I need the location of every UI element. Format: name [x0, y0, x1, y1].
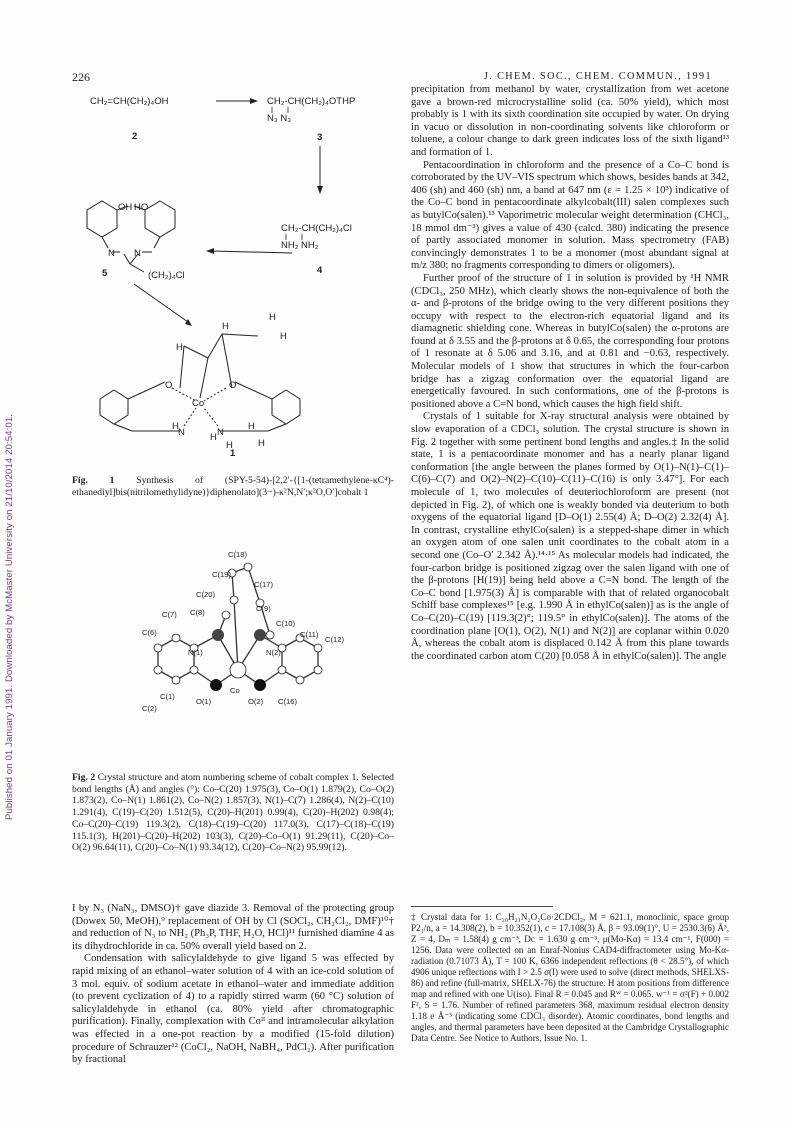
arrow-4-to-5 [212, 251, 292, 253]
atom-label: C(17) [254, 580, 273, 589]
compound-3-azides: N₃ N₃ [267, 113, 292, 124]
compound-3-formula: CH₂-CH(CH₂)₄OTHP [267, 96, 356, 107]
hydroxyl-left: OH [118, 202, 133, 213]
body-paragraph: precipitation from methanol by water, crystallization from wet acetone gave a brown-red microcrystalline solid (ca. 50% yield), which most probably is 1 with its sixth coordination site occupied by water. On drying in vacuo or dissolution in non-coordinating solvents like chloroform or toluene, a colour change to dark green indicates loss of the sixth ligand¹³ and formation of 1. [411, 84, 729, 158]
atom-label: C(9) [256, 604, 271, 613]
chloroalkyl-chain: (CH₂)₄Cl [148, 270, 185, 281]
synthesis-scheme [72, 88, 402, 458]
hydrogen-label: H [172, 421, 179, 432]
fig2-caption [72, 772, 394, 854]
cobalt-atom-sphere [230, 662, 246, 678]
compound-5-label: 5 [102, 268, 108, 279]
atom-label: N(2) [266, 648, 281, 657]
complex-1-structure [100, 334, 300, 431]
atom-label: O(2) [248, 697, 264, 706]
atom-label: C(11) [300, 630, 319, 639]
fig1-caption-text: Synthesis of (SPY-5-54)-[2,2′-{[1-(tetramethylene-κC⁴)-ethanediyl]bis(nitrilomethylidyne)}diphenolato](3−)-κ²N,N′;κ²O,O′]cobalt 1 [72, 475, 395, 498]
compound-1-label: 1 [230, 448, 236, 458]
oxygen-2-sphere [254, 679, 266, 691]
atom-label: N(1) [188, 648, 203, 657]
body-paragraph: Pentacoordination in chloroform and the presence of a Co–C bond is corroborated by the UV–VIS spectrum which shows, besides bands at 342, 406 (sh) and 460 (sh) nm, a band at 647 nm (ε = 1.25 × 10³) indicative of the Co–C bond in pentacoordinate alkylcobalt(III) salen complexes such as butylCo(salen).¹³ Vaporimetric molecular weight determination (CHCl₃, 18 mmol dm⁻³) gives a value of 430 (calcd. 380) indicating the presence of partly associated monomer in solution. Mass spectrometry (FAB) convincingly demonstrates 1 to be a monomer (most abundant signal at m/z 380; no fragments corresponding to dimers or oligomers). [411, 159, 729, 272]
atom-label: C(8) [190, 608, 205, 617]
hydrogen-label: H [258, 438, 265, 449]
body-paragraph: Crystals of 1 suitable for X-ray structural analysis were obtained by slow evaporation of a CDCl₃ solution. The crystal structure is shown in Fig. 2 together with some pertinent bond lengths and angles.‡ In the solid state, 1 is a pentacoordinate monomer and has a nearly planar ligand conformation [the angle between the planes formed by O(1)–N(1)–C(1)–C(6)–C(7) and O(2)–N(2)–C(10)–C(11)–C(16) is only 3.47°]. For each molecule of 1, two molecules of deuteriochloroform are present (not depicted in Fig. 2), of which one is weakly bonded via deuterium to both oxygens of the equatorial ligand [D–O(1) 2.55(4) Å; D–O(2) 2.32(4) Å]. In contrast, crystalline ethylCo(salen) is a stepped-shape dimer in which an oxygen atom of one salen unit coordinates to the cobalt atom in a second one (Co–O′ 2.342 Å).¹⁴·¹⁵ As molecular models had indicated, the four-carbon bridge is positioned zigzag over the salen ligand with one of the β-protons [H(19)] being held above a C=N bond. The length of the Co–C bond [1.975(3) Å] is comparable with that of related organocobalt Schiff base complexes¹⁵ [e.g. 1.990 Å in ethylCo(salen)] as is the angle of Co–C(20)–C(19) [119.3(2)°; 119.5° in ethylCo(salen)]. The atoms of the coordination plane [O(1), O(2), N(1) and N(2)] are coplanar within 0.020 Å, whereas the cobalt atom is displaced 0.142 Å from this plane towards the coordinated carbon atom C(20) [0.058 Å in ethylCo(salen)]. The angle [411, 411, 729, 662]
compound-4-amines: NH₂ NH₂ [281, 240, 319, 251]
atom-label: C(6) [142, 628, 157, 637]
compound-4-label: 4 [317, 265, 323, 276]
compound-3-label: 3 [317, 132, 323, 143]
hydrogen-label: H [280, 331, 287, 342]
crystal-data-footnote: ‡ Crystal data for 1: C₂₀H₂₁N₂O₂Co·2CDCl₃, M = 621.1, monoclinic, space group P2₁/n, a = 14.308(2), b = 10.352(1), c = 17.108(3) Å, β = 93.09(1)°, U = 2530.3(6) Å³, Z = 4, Dₘ = 1.58(4) g cm⁻³, Dᴄ = 1.630 g cm⁻³, μ(Mo-Kα) = 13.4 cm⁻¹, F(000) = 1256. Data were collected on an Enraf-Nonius CAD4-diffractometer using Mo-Kα-radiation (0.71073 Å), T = 100 K, 6366 independent reflections (θ < 28.5°), of which 4906 unique reflections with I > 2.5 σ(I) were used to solve (direct methods, SHELXS-86) and refine (full-matrix, SHELX-76) the structure. H atom positions from difference map and refined with one U(iso). Final R = 0.045 and Rᵂ = 0.065. w⁻¹ = σ²(F) + 0.002 F², S = 1.76. Number of refined parameters 368, maximum residual electron density 1.18 e Å⁻³ (indicating some CDCl₃ disorder). Atomic coordinates, bond lengths and angles, and thermal parameters have been deposited at the Cambridge Crystallographic Data Centre. See Notice to Authors, Issue No. 1. [411, 912, 729, 1043]
hydrogen-label: H [269, 312, 276, 323]
compound-2-label: 2 [132, 131, 138, 142]
imine-n-right: N [134, 248, 141, 259]
body-paragraph: Condensation with salicylaldehyde to give ligand 5 was effected by rapid mixing of an ethanol–water solution of 4 with an ice-cold solution of 3 mol. equiv. of sodium acetate in ethanol–water and immediate addition (to prevent cyclization of 4) to a rapidly stirred warm (60 °C) solution of salicylaldehyde in ethanol (ca. 80% yield after chromatographic purification). Finally, complexation with Coᴵᴵ and intramolecular alkylation was effected in a one-pot reaction by a modified (15-fold dilution) procedure of Schrauzer¹² (CoCl₂, NaOH, NaBH₄, PdCl₂). After purification by fractional [72, 953, 394, 1066]
hydroxyl-right: HO [134, 202, 149, 213]
atom-label: C(2) [142, 704, 157, 713]
oxygen-1-sphere [210, 679, 222, 691]
body-paragraph: Further proof of the structure of 1 in solution is provided by ¹H NMR (CDCl₃, 250 MHz), which clearly shows the non-equivalence of both the α- and β-protons of the bridge owing to the very different positions they occupy with respect to the electron-rich equatorial ligand and its diamagnetic shielding cone. Whereas in butylCo(salen) the α-protons are found at δ 3.55 and the β-protons at δ 0.65, the corresponding four protons of 1 resonate at δ 5.06 and 3.16, and at 0.81 and −0.63, respectively. Molecular models of 1 show that structures in which the four-carbon bridge has a zigzag conformation over the equatorial ligand are energetically favoured. In such conformations, one of the β-protons is positioned above a C=N bond, which causes the high field shift. [411, 272, 729, 410]
crystal-structure-figure [120, 545, 370, 770]
imine-n-left: N [108, 248, 115, 259]
fig1-label: Fig. 1 [72, 475, 115, 486]
nitrogen-1-sphere [212, 629, 224, 641]
hydrogen-label: H [222, 321, 229, 332]
fig2-caption-text: Crystal structure and atom numbering scheme of cobalt complex 1. Selected bond lengths (Å) and angles (°): Co–C(20) 1.975(3), Co–O(1) 1.879(2), Co–O(2) 1.873(2), Co–N(1) 1.861(2), Co–N(2) 1.857(3), N(1)–C(7) 1.286(4), N(2)–C(10) 1.291(4), C(19)–C(20) 1.512(5), C(20)–H(201) 0.99(4), C(20)–H(202) 0.98(4); Co–C(20)–C(19) 119.3(2), C(18)–C(19)–C(20) 117.0(3), C(17)–C(18)–C(19) 115.1(3), H(201)–C(20)–H(202) 103(3), C(20)–Co–O(1) 91.29(11), C(20)–Co–O(2) 96.64(11), C(20)–Co–N(1) 93.34(12), C(20)–Co–N(2) 95.99(12). [72, 772, 395, 854]
atom-label: O(1) [196, 697, 212, 706]
body-paragraph: I by N₃ (NaN₃, DMSO)† gave diazide 3. Removal of the protecting group (Dowex 50, MeOH),⁹ replacement of OH by Cl (SOCl₂, CH₂Cl₂, DMF)¹⁰† and reduction of N₃ to NH₂ (Ph₃P, THF, H₂O, HCl)¹¹ furnished diamine 4 as its dihydrochloride in ca. 50% overall yield based on 2. [72, 903, 394, 952]
hydrogen-label: H [176, 342, 183, 353]
nitrogen-2-sphere [254, 629, 266, 641]
left-column-body [72, 903, 394, 1067]
compound-4-formula: CH₂-CH(CH₂)₄Cl [281, 223, 352, 234]
atom-label: C(18) [228, 550, 247, 559]
atom-label: Co [230, 686, 240, 695]
compound-2-formula: CH₂=CH(CH₂)₄OH [90, 96, 169, 107]
right-column-body [411, 84, 729, 663]
journal-header: J. CHEM. SOC., CHEM. COMMUN., 1991 [483, 71, 712, 82]
arrow-head [250, 98, 258, 104]
nitrogen-left: N [178, 427, 185, 438]
fig2-label: Fig. 2 [72, 772, 96, 783]
atom-label: C(20) [196, 590, 215, 599]
atom-label: C(12) [325, 635, 344, 644]
footnote-rule [411, 906, 553, 907]
cobalt-atom: Co [192, 398, 205, 409]
atom-label: C(10) [276, 619, 295, 628]
oxygen-right: O [229, 380, 237, 391]
nitrogen-right: N [217, 427, 224, 438]
atom-label: C(16) [278, 697, 297, 706]
fig1-caption [72, 475, 394, 498]
atom-label: C(1) [160, 692, 175, 701]
page-number: 226 [72, 70, 90, 84]
oxygen-left: O [165, 380, 173, 391]
atom-label: C(19) [212, 570, 231, 579]
hydrogen-label: H [226, 440, 233, 451]
atom-label: C(7) [162, 610, 177, 619]
hydrogen-label: H [248, 421, 255, 432]
download-notice: Published on 01 January 1991. Downloaded by McMaster University on 21/10/2014 20:54:01. [4, 413, 15, 820]
arrow-5-to-1 [134, 284, 188, 322]
hydrogen-label: H [210, 432, 217, 443]
